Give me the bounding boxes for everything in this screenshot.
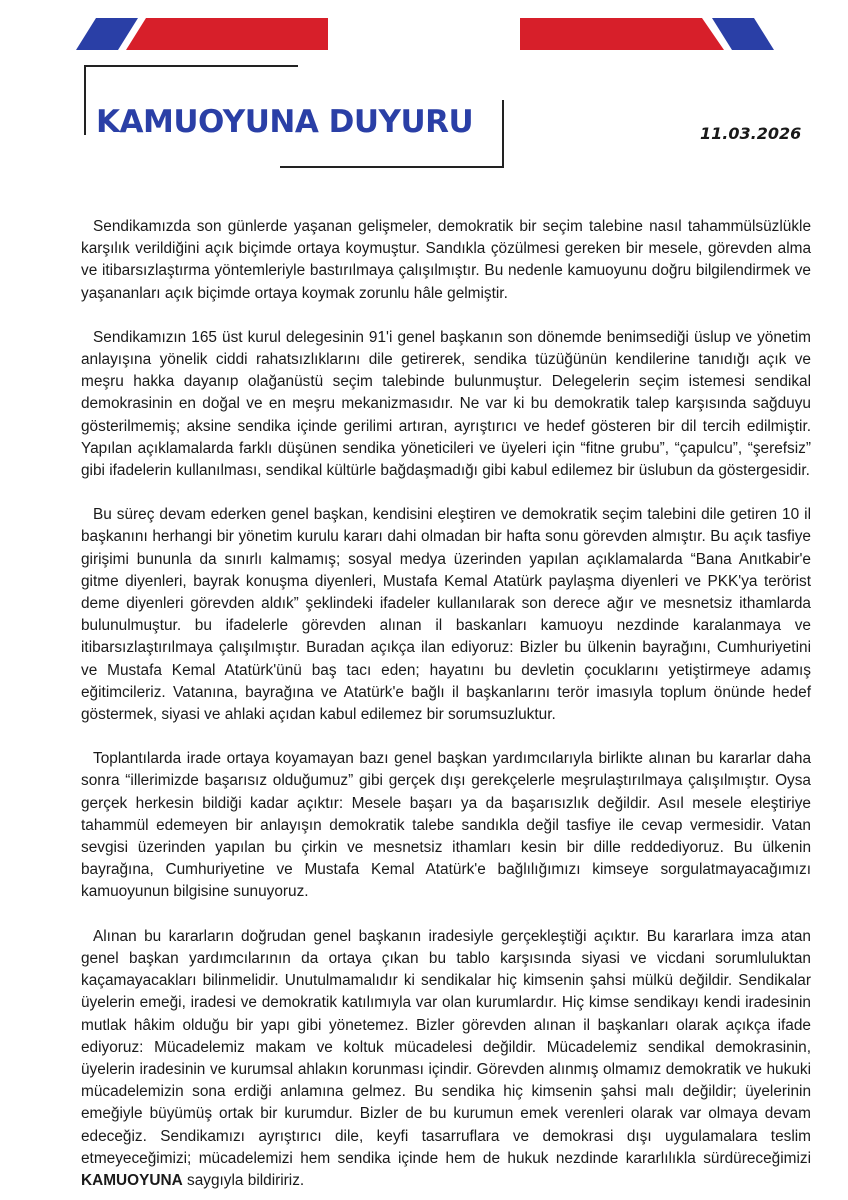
paragraph-5-text: Alınan bu kararların doğrudan genel başkanın iradesiyle gerçekleştiği açıktır. Bu kararlara imza atan genel başkan yardımcılarının da ortaya çıkan bu tablo karşısında siyasi ve vicdani sorumluluktan kaçamayacakları bilinmelidir. Unutulmamalıdır ki sendikalar hiç kimsenin şahsi mülkü değildir. Sendikalar üyelerin emeği, iradesi ve demokratik katılımıyla var olan kurumlardır. Hiç kimse sendikayı kendi iradesinin mutlak hâkim olduğu bir yapı gibi yönetemez. Bizler görevden alınan il başkanları olarak açıkça ifade ediyoruz: Mücadelemiz makam ve koltuk mücadelesi değildir. Mücadelemiz sendikal demokrasinin, üyelerin iradesinin ve kurumsal ahlakın korunması içindir. Görevden alınmış olmamız demokratik ve hukuki mücadelemizin sona erdiği anlamına gelmez. Bu sendika hiç kimsenin şahsi malı değildir; üyelerinin emeğiyle büyümüş ortak bir kurumdur. Bizler de bu kurumun emek verenleri olarak var olmaya devam edeceğiz. Sendikamızı ayrıştırıcı dile, keyfi tasarruflara ve demokrasi dışı uygulamalara teslim etmeyeceğimizi; mücadelemizi hem sendika içinde hem de hukuk nezdinde kararlılıkla sürdüreceğimizi: [81, 927, 811, 1167]
paragraph-5: [81, 926, 811, 1192]
paragraph-5-tail: saygıyla bildiririz.: [182, 1171, 305, 1189]
announcement-body: [81, 216, 811, 1192]
left-banner-shape: [76, 18, 330, 50]
title-frame-bottom-line: [280, 166, 504, 168]
announcement-date: 11.03.2026: [700, 124, 802, 143]
title-frame-top-line: [84, 65, 298, 67]
paragraph-2: Sendikamızın 165 üst kurul delegesinin 91'i genel başkanın son dönemde benimsediği üslup ve yönetim anlayışına yönelik ciddi rahatsızlıklarını dile getirerek, sendika tüzüğünün kendilerine tanıdığı açık ve meşru hakka dayanıp olağanüstü seçim talebinde bulunmuştur. Delegelerin seçim istemesi sendikal demokrasinin en doğal ve en meşru mekanizmasıdır. Ne var ki bu demokratik talep karşısında sağduyu gösterilmemiş; aksine sendika içinde gerilimi artıran, ayrıştırıcı ve hedef gösteren bir dil tercih edilmiştir. Yapılan açıklamalarda farklı düşünen sendika yöneticileri ve üyeleri için “fitne grubu”, “çapulcu”, “şerefsiz” gibi ifadelerin kullanılması, sendikal kültürle bağdaşmadığı gibi kabul edilemez bir üslubun da göstergesidir.: [81, 328, 811, 480]
paragraph-3: Bu süreç devam ederken genel başkan, kendisini eleştiren ve demokratik seçim talebini dile getiren 10 il başkanını herhangi bir yönetim kurulu kararı dahi olmadan bir hafta sonu görevden almıştır. Bu açık tasfiye girişimi bununla da sınırlı kalmamış; sosyal medya üzerinden yapılan açıklamalarda “Bana Anıtkabir'e gitme diyenleri, bayrak konuşma diyenleri, Mustafa Kemal Atatürk paylaşma diyenleri ve PKK'ya terörist deme diyenleri görevden aldık” şeklindeki ifadeler kullanılarak son derece ağır ve mesnetsiz ithamlarda bulunulmuştur. bu ifadelerle görevden alınan il baskanları kamuoyu nezdinde karalanmaya ve itibarsızlaştırılmaya çalışılmıştır. Buradan açıkça ilan ediyoruz: Bizler bu ülkenin bayrağını, Cumhuriyetini ve Mustafa Kemal Atatürk'ünü baş tacı eden; hayatını bu devletin çocuklarını yetiştirmeye adamış eğitimcileriz. Vatanına, bayrağına ve Atatürk'e bağlı il başkanlarını terör imasıyla toplum önünde hedef göstermek, siyasi ve ahlaki açıdan kabul edilemez bir sorumsuzluktur.: [81, 506, 811, 724]
paragraph-4: Toplantılarda irade ortaya koyamayan bazı genel başkan yardımcılarıyla birlikte alınan bu kararlar daha sonra “illerimizde başarısız olduğumuz” gibi gerçek dışı gerekçelerle meşrulaştırılmaya çalışılmıştır. Oysa gerçek herkesin bildiği kadar açıktır: Mesele başarı ya da başarısızlık değildir. Asıl mesele eleştiriye tahammül edemeyen bir anlayışın demokratik talebe sandıkla değil tasfiye ile cevap vermesidir. Vatan sevgisi üzerinden yapılan bu çirkin ve mesnetsiz ithamları kesin bir dille reddediyoruz. Bu ülkenin bayrağına, Cumhuriyetine ve Mustafa Kemal Atatürk'e bağlılığımızı kimseye sorgulatmayacağımızı kamuoyunun bilgisine sunuyoruz.: [81, 750, 811, 901]
title-frame-left-line: [84, 65, 86, 135]
paragraph-5-emphasis: KAMUOYUNA: [81, 1171, 183, 1189]
title-frame-right-line: [502, 100, 504, 166]
right-banner-shape: [520, 18, 774, 50]
paragraph-1: Sendikamızda son günlerde yaşanan gelişmeler, demokratik bir seçim talebine nasıl tahammülsüzlükle karşılık verildiğini açık biçimde ortaya koymuştur. Sandıkla çözülmesi gereken bir mesele, görevden alma ve itibarsızlaştırma yöntemleriyle bastırılmaya çalışılmıştır. Bu nedenle kamuoyunu doğru bilgilendirmek ve yaşananları açık biçimde ortaya koymak zorunlu hâle gelmiştir.: [81, 218, 811, 302]
page-title: KAMUOYUNA DUYURU: [96, 104, 474, 140]
